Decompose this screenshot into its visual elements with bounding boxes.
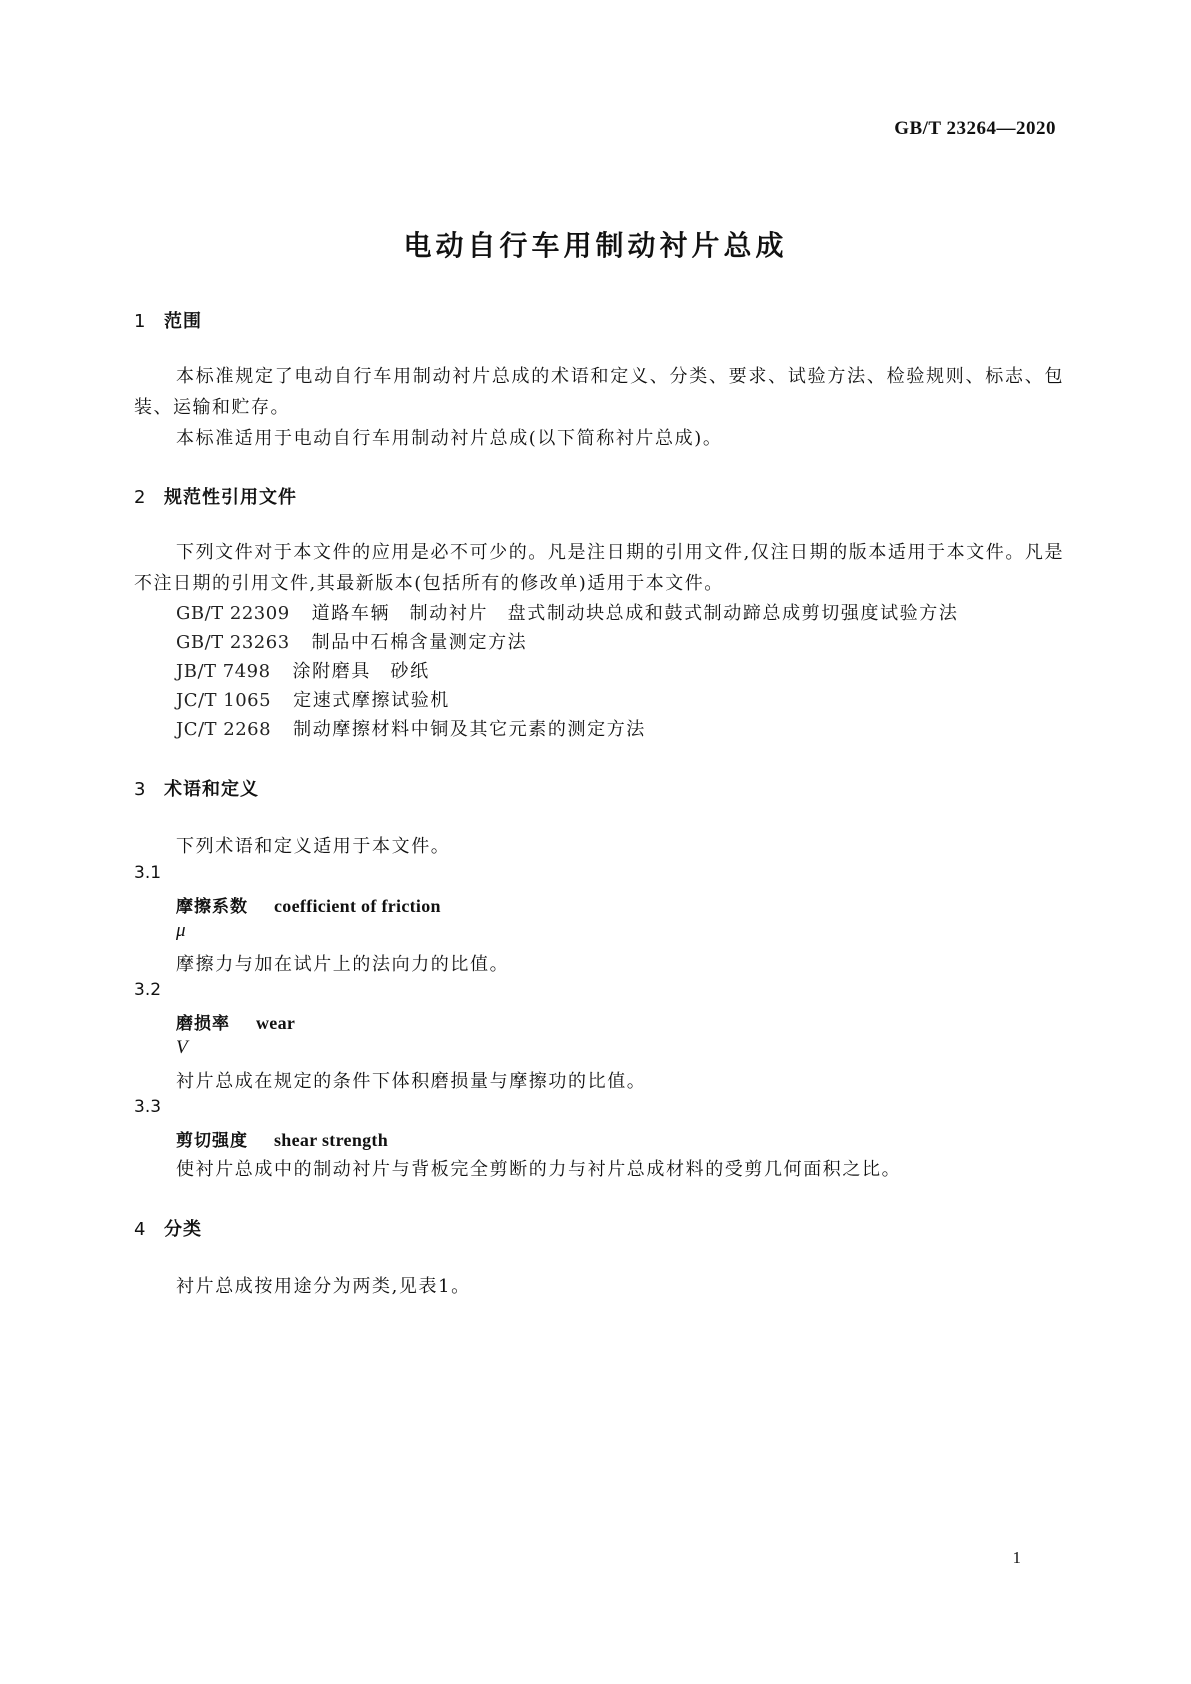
reference-code: JB/T 7498 xyxy=(176,661,271,682)
section-title: 规范性引用文件 xyxy=(164,487,297,508)
reference-code: GB/T 22309 xyxy=(176,603,290,624)
section-number: 2 xyxy=(134,487,147,508)
reference-title: 定速式摩擦试验机 xyxy=(293,690,450,711)
standard-number: GB/T 23264—2020 xyxy=(894,118,1056,139)
term-name xyxy=(176,1009,295,1034)
terms-intro: 下列术语和定义适用于本文件。 xyxy=(176,836,451,857)
reference-title: 制品中石棉含量测定方法 xyxy=(311,632,528,653)
term-definition: 摩擦力与加在试片上的法向力的比值。 xyxy=(176,954,510,975)
reference-title: 制动摩擦材料中铜及其它元素的测定方法 xyxy=(293,719,646,740)
scope-applicability: 本标准适用于电动自行车用制动衬片总成(以下简称衬片总成)。 xyxy=(176,428,723,449)
term-symbol: μ xyxy=(176,920,186,941)
section-1-heading xyxy=(134,307,202,333)
document-title: 电动自行车用制动衬片总成 xyxy=(403,229,788,262)
section-title: 范围 xyxy=(164,311,202,332)
section-title: 术语和定义 xyxy=(164,779,259,800)
scope-paragraph: 本标准规定了电动自行车用制动衬片总成的术语和定义、分类、要求、试验方法、检验规则、标志、包装、运输和贮存。 xyxy=(134,366,1064,418)
term-chinese: 剪切强度 xyxy=(176,1131,248,1151)
normative-references-intro: 下列文件对于本文件的应用是必不可少的。凡是注日期的引用文件,仅注日期的版本适用于本文件。凡是不注日期的引用文件,其最新版本(包括所有的修改单)适用于本文件。 xyxy=(134,542,1064,594)
section-4-heading xyxy=(134,1215,202,1241)
section-number: 4 xyxy=(134,1219,147,1240)
reference-item xyxy=(176,657,430,683)
reference-code: GB/T 23263 xyxy=(176,632,290,653)
reference-code: JC/T 1065 xyxy=(176,690,272,711)
reference-item xyxy=(176,599,958,625)
term-english: coefficient of friction xyxy=(274,896,441,916)
reference-item xyxy=(176,628,527,654)
section-title: 分类 xyxy=(164,1219,202,1240)
reference-item xyxy=(176,715,646,741)
reference-code: JC/T 2268 xyxy=(176,719,272,740)
term-name xyxy=(176,892,441,917)
reference-title: 道路车辆 制动衬片 盘式制动块总成和鼓式制动蹄总成剪切强度试验方法 xyxy=(311,603,959,624)
term-english: wear xyxy=(256,1013,296,1033)
term-definition: 使衬片总成中的制动衬片与背板完全剪断的力与衬片总成材料的受剪几何面积之比。 xyxy=(176,1159,902,1180)
term-number: 3.3 xyxy=(134,1097,162,1117)
term-symbol: V xyxy=(176,1037,188,1058)
term-english: shear strength xyxy=(274,1130,389,1150)
page-number: 1 xyxy=(1012,1548,1021,1567)
term-chinese: 磨损率 xyxy=(176,1014,230,1034)
term-number: 3.1 xyxy=(134,863,162,883)
section-number: 1 xyxy=(134,311,147,332)
section-number: 3 xyxy=(134,779,147,800)
term-name xyxy=(176,1126,388,1151)
section-3-heading xyxy=(134,775,259,801)
term-number: 3.2 xyxy=(134,980,162,1000)
reference-title: 涂附磨具 砂纸 xyxy=(292,661,430,682)
term-chinese: 摩擦系数 xyxy=(176,897,248,917)
section-2-heading xyxy=(134,483,297,509)
classification-paragraph: 衬片总成按用途分为两类,见表1。 xyxy=(176,1276,471,1297)
reference-item xyxy=(176,686,450,712)
term-definition: 衬片总成在规定的条件下体积磨损量与摩擦功的比值。 xyxy=(176,1071,647,1092)
